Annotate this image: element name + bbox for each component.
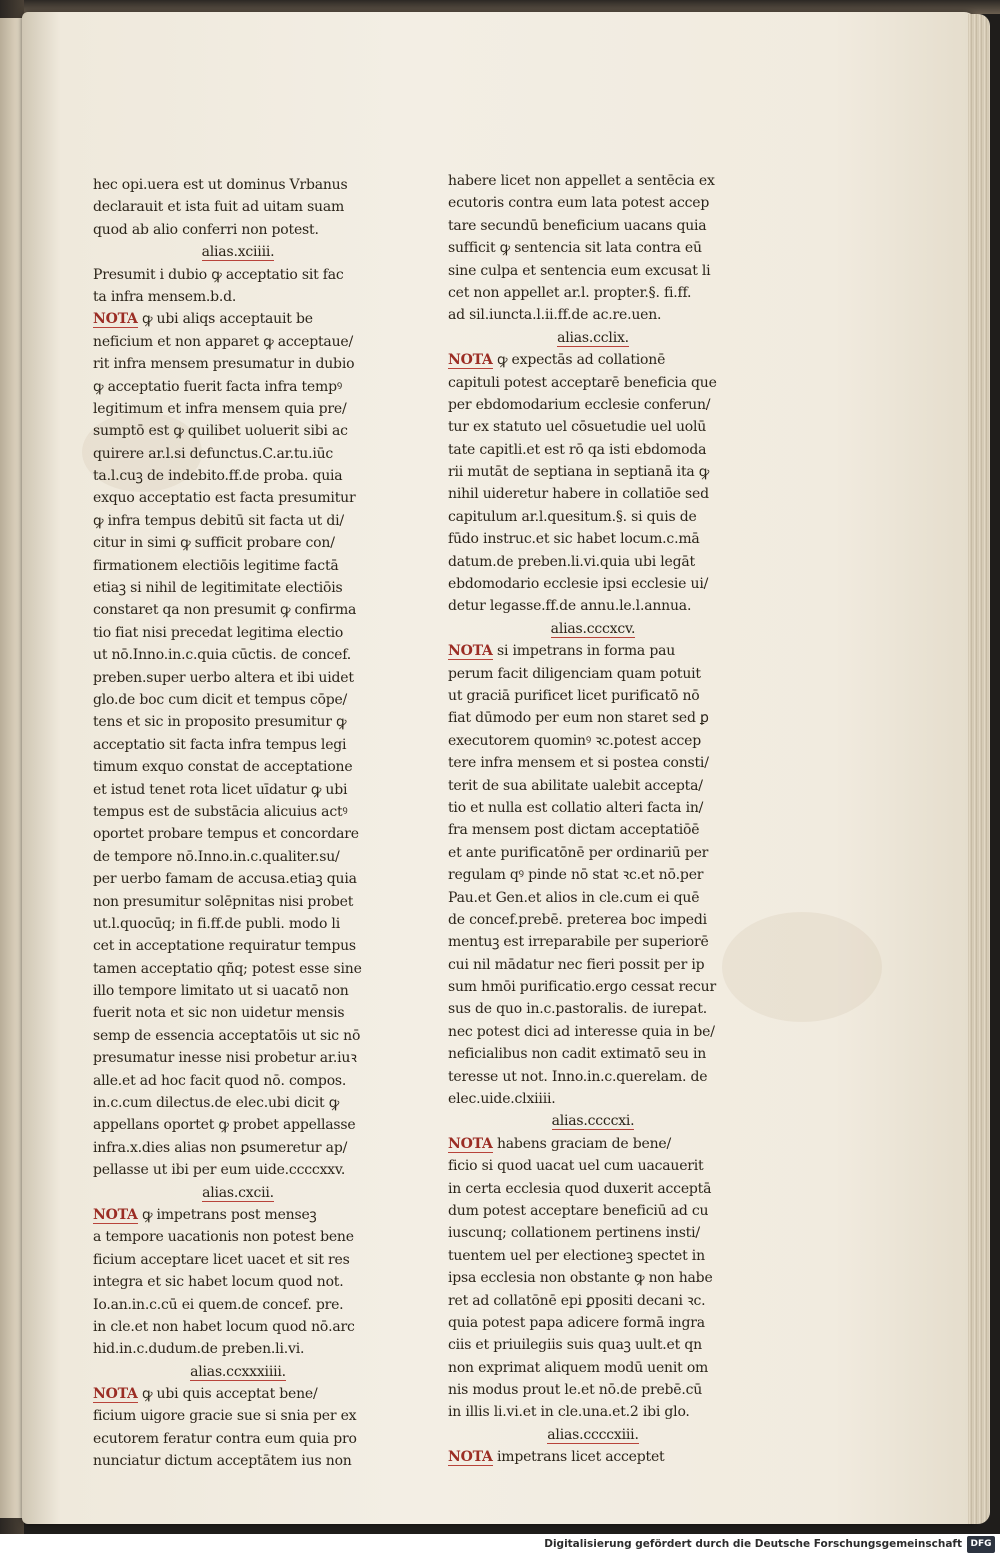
text-line: ret ad collatōnē epi ꝑpositi decani ꝛc. [448, 1292, 706, 1309]
alias-reference [448, 327, 738, 349]
text-line: tuentem uel per electioneꝫ spectet in [448, 1247, 705, 1264]
text-line: ꝙ acceptatio fuerit facta infra tempꝰ [93, 378, 342, 395]
alias-reference [448, 618, 738, 640]
nota-rubric: NOTA [448, 352, 493, 369]
text-line: tamen acceptatio qñq; potest esse sine [93, 960, 362, 977]
text-line: sum hmōi purificatio.ergo cessat recur [448, 979, 716, 996]
text-line: tur ex statuto uel cōsuetudie uel uolū [448, 419, 707, 436]
left-text-column [93, 174, 383, 1473]
text-line: Presumit i dubio ꝙ acceptatio sit fac [93, 266, 344, 283]
alias-text: alias.ccccxi. [551, 1113, 635, 1130]
text-line: Io.an.in.c.cū ei quem.de concef. pre. [93, 1296, 344, 1313]
text-line: ficium uigore gracie sue si snia per ex [93, 1408, 357, 1425]
text-line: timum exquo constat de acceptatione [93, 759, 353, 776]
text-line: cet in acceptatione requiratur tempus [93, 938, 356, 955]
text-line: pellasse ut ibi per eum uide.ccccxxv. [93, 1162, 346, 1179]
text-line: etiaꝫ si nihil de legitimitate electiōis [93, 580, 343, 597]
text-line: quia potest papa adicere formā ingra [448, 1314, 705, 1331]
nota-rubric: NOTA [448, 1135, 493, 1152]
text-line: tio fiat nisi precedat legitima electio [93, 624, 344, 641]
text-line: de concef.prebē. preterea boc impedi [448, 911, 707, 928]
nota-rubric: NOTA [93, 1386, 138, 1403]
text-line: exquo acceptatio est facta presumitur [93, 490, 356, 507]
text-line: fūdo instruc.et sic habet locum.c.mā [448, 531, 700, 548]
text-line: regulam qꝰ pinde nō stat ꝛc.et nō.per [448, 867, 704, 884]
text-line: ut.l.quocūq; in fi.ff.de publi. modo li [93, 915, 340, 932]
text-line: hec opi.uera est ut dominus Vrbanus [93, 177, 348, 193]
alias-reference [448, 1110, 738, 1132]
text-line: rit infra mensem presumatur in dubio [93, 356, 355, 373]
text-line: fuerit nota et sic non uidetur mensis [93, 1005, 345, 1022]
text-line: nis modus prout le.et nō.de prebē.cū [448, 1382, 703, 1399]
text-line: ad sil.iuncta.l.ii.ff.de ac.re.uen. [448, 307, 662, 324]
text-line: teresse ut not. Inno.in.c.querelam. de [448, 1068, 708, 1085]
text-line: ut nō.Inno.in.c.quia cūctis. de concef. [93, 647, 352, 664]
text-line: et istud tenet rota licet uīdatur ꝙ ubi [93, 781, 348, 798]
text-line: in.c.cum dilectus.de elec.ubi dicit ꝙ [93, 1095, 340, 1112]
right-text-column [448, 170, 738, 1469]
text-line: acceptatio sit facta infra tempus legi [93, 736, 347, 753]
text-line: illo tempore limitato ut si uacatō non [93, 983, 349, 1000]
text-line: ecutoris contra eum lata potest accep [448, 195, 710, 212]
alias-text: alias.cccxcv. [550, 620, 636, 637]
alias-text: alias.ccxxxiiii. [190, 1363, 286, 1380]
text-line: in illis li.vi.et in cle.una.et.2 ibi glo. [448, 1404, 690, 1421]
text-line: rii mutāt de septiana in septianā ita ꝙ [448, 464, 710, 481]
footer-credit: Digitalisierung gefördert durch die Deutsche Forschungsgemeinschaft [544, 1538, 962, 1550]
text-line: non presumitur solēpnitas nisi probet [93, 893, 354, 910]
text-line: Pau.et Gen.et alios in cle.cum ei quē [448, 889, 700, 906]
alias-reference [93, 241, 383, 263]
text-line: ta.l.cuꝫ de indebito.ff.de proba. quia [93, 468, 343, 485]
text-line: in certa ecclesia quod duxerit acceptā [448, 1180, 712, 1197]
text-line: iuscunq; collationem pertinens insti/ [448, 1225, 700, 1242]
text-line: ta infra mensem.b.d. [93, 288, 237, 305]
text-line: ut graciā purificet licet purificatō nō [448, 687, 700, 704]
text-line: et ante purificatōnē per ordinariū per [448, 844, 709, 861]
alias-text: alias.cclix. [557, 329, 629, 346]
text-line: ficio si quod uacat uel cum uacauerit [448, 1158, 704, 1175]
nota-rubric: NOTA [448, 643, 493, 660]
text-line: ficium acceptare licet uacet et sit res [93, 1251, 350, 1268]
nota-line: NOTA habens graciam de bene/ [448, 1135, 671, 1152]
text-line: nunciatur dictum acceptātem ius non [93, 1453, 352, 1470]
nota-rubric: NOTA [93, 311, 138, 328]
text-line: dum potest acceptare beneficiū ad cu [448, 1202, 709, 1219]
text-line: declarauit et ista fuit ad uitam suam [93, 199, 345, 216]
paper-stain [722, 912, 882, 1022]
text-line: alle.et ad hoc facit quod nō. compos. [93, 1072, 347, 1089]
text-line: capituli potest acceptarē beneficia que [448, 374, 717, 391]
nota-line: NOTA ꝙ ubi quis acceptat bene/ [93, 1386, 318, 1403]
text-line: tere infra mensem et si postea consti/ [448, 755, 709, 772]
alias-reference [448, 1424, 738, 1446]
text-line: neficialibus non cadit extimatō seu in [448, 1046, 707, 1063]
text-line: sine culpa et sentencia eum excusat li [448, 262, 711, 279]
text-line: tio et nulla est collatio alteri facta in/ [448, 799, 704, 816]
text-line: nec potest dici ad interesse quia in be/ [448, 1023, 715, 1040]
text-line: in cle.et non habet locum quod nō.arc [93, 1318, 355, 1335]
text-line: tempus est de substācia alicuius actꝰ [93, 803, 348, 820]
text-line: capitulum ar.l.quesitum.§. si quis de [448, 508, 697, 525]
text-line: executorem quominꝰ ꝛc.potest accep [448, 732, 702, 749]
text-line: preben.super uerbo altera et ibi uidet [93, 669, 354, 686]
text-line: semp de essencia acceptatōis ut sic nō [93, 1027, 361, 1044]
text-line: sufficit ꝙ sentencia sit lata contra eū [448, 240, 702, 257]
text-line: integra et sic habet locum quod not. [93, 1274, 344, 1291]
nota-line: NOTA ꝙ ubi aliqs acceptauit be [93, 311, 313, 328]
text-line: tens et sic in proposito presumitur ꝙ [93, 714, 347, 731]
text-line: citur in simi ꝙ sufficit probare con/ [93, 535, 335, 552]
text-line: infra.x.dies alias non ꝑsumeretur ap/ [93, 1139, 348, 1156]
nota-line: NOTA si impetrans in forma pau [448, 643, 676, 660]
text-line: ebdomodario ecclesie ipsi ecclesie ui/ [448, 576, 709, 593]
text-line: oportet probare tempus et concordare [93, 826, 359, 843]
text-line: quirere ar.l.si defunctus.C.ar.tu.iūc [93, 445, 334, 462]
nota-line: NOTA impetrans licet acceptet [448, 1449, 665, 1466]
text-line: ipsa ecclesia non obstante ꝙ non habe [448, 1270, 713, 1287]
text-line: sus de quo in.c.pastoralis. de iurepat. [448, 1001, 708, 1018]
text-line: sumptō est ꝙ quilibet uoluerit sibi ac [93, 423, 348, 440]
text-line: tate capitli.et est rō qa isti ebdomoda [448, 441, 707, 458]
text-line: ꝙ infra tempus debitū sit facta ut di/ [93, 512, 344, 529]
text-line: firmationem electiōis legitime factā [93, 557, 339, 574]
text-line: fra mensem post dictam acceptatiōē [448, 822, 700, 839]
text-line: appellans oportet ꝙ probet appellasse [93, 1117, 356, 1134]
dfg-logo: DFG [967, 1536, 995, 1553]
nota-rubric: NOTA [93, 1206, 138, 1223]
text-line: non exprimat aliquem modū uenit om [448, 1359, 709, 1376]
text-line: cet non appellet ar.l. propter.§. fi.ff. [448, 284, 692, 301]
text-line: a tempore uacationis non potest bene [93, 1229, 354, 1246]
nota-line: NOTA ꝙ expectās ad collationē [448, 352, 666, 369]
text-line: elec.uide.clxiiii. [448, 1091, 556, 1108]
alias-reference [93, 1182, 383, 1204]
nota-rubric: NOTA [448, 1449, 493, 1466]
text-line: cui nil mādatur nec fieri possit per ip [448, 956, 705, 973]
text-line: glo.de boc cum dicit et tempus cōpe/ [93, 691, 348, 708]
alias-text: alias.ccccxiii. [547, 1426, 639, 1443]
text-line: detur legasse.ff.de annu.le.l.annua. [448, 598, 692, 615]
text-line: nihil uideretur habere in collatiōe sed [448, 486, 709, 503]
text-line: datum.de preben.li.vi.quia ubi legāt [448, 553, 695, 570]
text-line: ciis et priuilegiis suis quaꝫ uult.et qn [448, 1337, 702, 1354]
alias-text: alias.xciiii. [201, 244, 275, 261]
text-line: presumatur inesse nisi probetur ar.iuꝛ [93, 1050, 357, 1067]
text-line: constaret qa non presumit ꝙ confirma [93, 602, 357, 619]
text-line: habere licet non appellet a sentēcia ex [448, 173, 715, 189]
text-line: quod ab alio conferri non potest. [93, 221, 319, 238]
text-line: fiat dūmodo per eum non staret sed ꝑ [448, 710, 709, 727]
text-line: perum facit diligenciam quam potuit [448, 665, 701, 682]
text-line: de tempore nō.Inno.in.c.qualiter.su/ [93, 848, 340, 865]
alias-text: alias.cxcii. [202, 1184, 274, 1201]
text-line: hid.in.c.dudum.de preben.li.vi. [93, 1341, 305, 1358]
text-line: mentuꝫ est irreparabile per superiorē [448, 934, 709, 951]
text-line: terit de sua abilitate ualebit accepta/ [448, 777, 703, 794]
text-line: per uerbo famam de accusa.etiaꝫ quia [93, 871, 357, 888]
nota-line: NOTA ꝙ impetrans post menseꝫ [93, 1206, 317, 1223]
alias-reference [93, 1361, 383, 1383]
text-line: legitimum et infra mensem quia pre/ [93, 400, 347, 417]
page-stack-edge [968, 14, 990, 1524]
text-line: per ebdomodarium ecclesie conferun/ [448, 396, 711, 413]
text-line: tare secundū beneficium uacans quia [448, 217, 707, 234]
text-line: neficium et non apparet ꝙ acceptaue/ [93, 333, 353, 350]
text-line: ecutorem feratur contra eum quia pro [93, 1430, 357, 1447]
